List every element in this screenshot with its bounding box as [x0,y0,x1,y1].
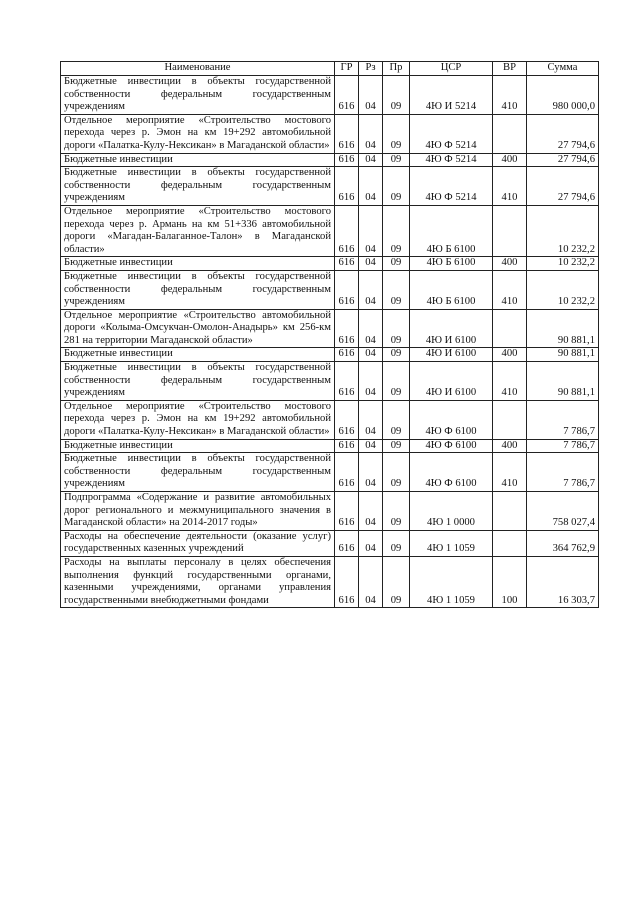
cell-name: Бюджетные инвестиции в объекты государственной собственности федеральным государственным учреждениям [61,76,335,115]
cell-sum: 27 794,6 [527,114,599,153]
cell-csr: 4Ю Б 6100 [410,205,493,256]
cell-csr: 4Ю Ф 6100 [410,453,493,492]
table-row [61,114,599,153]
cell-vr [493,400,527,439]
cell-name: Расходы на выплаты персоналу в целях обеспечения выполнения функций государственными органами, казенными учреждениями, органами управления государственными внебюджетными фондами [61,556,335,607]
cell-pr: 09 [383,530,410,556]
cell-rz: 04 [359,153,383,167]
budget-document [60,61,598,608]
table-row [61,167,599,206]
cell-name: Бюджетные инвестиции в объекты государственной собственности федеральным государственным учреждениям [61,362,335,401]
table-row [61,257,599,271]
cell-vr: 400 [493,348,527,362]
cell-vr: 410 [493,76,527,115]
table-row [61,348,599,362]
cell-vr: 400 [493,439,527,453]
cell-vr: 410 [493,453,527,492]
cell-gr: 616 [335,453,359,492]
table-row [61,270,599,309]
cell-sum: 758 027,4 [527,492,599,531]
cell-vr: 400 [493,153,527,167]
cell-vr: 410 [493,167,527,206]
cell-vr [493,309,527,348]
cell-rz: 04 [359,309,383,348]
header-row [61,62,599,76]
cell-sum: 10 232,2 [527,270,599,309]
table-row [61,439,599,453]
cell-sum: 27 794,6 [527,153,599,167]
cell-vr: 410 [493,362,527,401]
cell-sum: 7 786,7 [527,439,599,453]
cell-name: Бюджетные инвестиции в объекты государственной собственности федеральным государственным учреждениям [61,167,335,206]
cell-pr: 09 [383,309,410,348]
cell-name: Бюджетные инвестиции в объекты государственной собственности федеральным государственным учреждениям [61,453,335,492]
cell-name: Отдельное мероприятие «Строительство мостового перехода через р. Эмон на км 19+292 автомобильной дороги «Палатка-Кулу-Нексикан» в Магаданской области» [61,114,335,153]
cell-gr: 616 [335,348,359,362]
header-rz: Рз [359,62,383,76]
cell-gr: 616 [335,530,359,556]
cell-rz: 04 [359,556,383,607]
table-body [61,76,599,608]
cell-gr: 616 [335,362,359,401]
cell-pr: 09 [383,439,410,453]
cell-rz: 04 [359,362,383,401]
cell-pr: 09 [383,400,410,439]
cell-vr [493,530,527,556]
cell-gr: 616 [335,556,359,607]
cell-sum: 10 232,2 [527,257,599,271]
cell-vr [493,205,527,256]
cell-sum: 16 303,7 [527,556,599,607]
cell-sum: 10 232,2 [527,205,599,256]
table-row [61,453,599,492]
cell-gr: 616 [335,167,359,206]
cell-sum: 90 881,1 [527,309,599,348]
cell-pr: 09 [383,205,410,256]
cell-gr: 616 [335,114,359,153]
cell-rz: 04 [359,257,383,271]
cell-sum: 980 000,0 [527,76,599,115]
cell-csr: 4Ю Ф 5214 [410,167,493,206]
cell-csr: 4Ю Б 6100 [410,270,493,309]
cell-pr: 09 [383,556,410,607]
table-row [61,76,599,115]
cell-vr [493,114,527,153]
cell-sum: 7 786,7 [527,400,599,439]
cell-sum: 27 794,6 [527,167,599,206]
cell-gr: 616 [335,153,359,167]
cell-rz: 04 [359,76,383,115]
cell-gr: 616 [335,270,359,309]
table-row [61,400,599,439]
cell-gr: 616 [335,400,359,439]
table-row [61,556,599,607]
table-row [61,153,599,167]
cell-gr: 616 [335,76,359,115]
cell-name: Бюджетные инвестиции [61,153,335,167]
cell-sum: 7 786,7 [527,453,599,492]
cell-pr: 09 [383,153,410,167]
cell-name: Бюджетные инвестиции [61,439,335,453]
cell-rz: 04 [359,453,383,492]
cell-csr: 4Ю И 5214 [410,76,493,115]
cell-pr: 09 [383,167,410,206]
cell-pr: 09 [383,362,410,401]
header-vr: ВР [493,62,527,76]
cell-csr: 4Ю Ф 6100 [410,439,493,453]
cell-csr: 4Ю И 6100 [410,348,493,362]
cell-pr: 09 [383,492,410,531]
cell-csr: 4Ю И 6100 [410,309,493,348]
cell-gr: 616 [335,439,359,453]
header-sum: Сумма [527,62,599,76]
cell-name: Подпрограмма «Содержание и развитие автомобильных дорог регионального и межмуниципального значения в Магаданской области» на 2014-2017 годы» [61,492,335,531]
cell-vr: 400 [493,257,527,271]
cell-rz: 04 [359,270,383,309]
cell-vr [493,492,527,531]
table-row [61,205,599,256]
cell-rz: 04 [359,167,383,206]
header-pr: Пр [383,62,410,76]
cell-pr: 09 [383,257,410,271]
cell-gr: 616 [335,309,359,348]
cell-name: Бюджетные инвестиции [61,348,335,362]
cell-sum: 364 762,9 [527,530,599,556]
table-row [61,362,599,401]
cell-csr: 4Ю 1 1059 [410,556,493,607]
table-row [61,530,599,556]
cell-rz: 04 [359,205,383,256]
cell-rz: 04 [359,114,383,153]
cell-csr: 4Ю 1 1059 [410,530,493,556]
cell-name: Отдельное мероприятие «Строительство мостового перехода через р. Эмон на км 19+292 автомобильной дороги «Палатка-Кулу-Нексикан» в Магаданской области» [61,400,335,439]
cell-csr: 4Ю 1 0000 [410,492,493,531]
cell-pr: 09 [383,76,410,115]
cell-name: Расходы на обеспечение деятельности (оказание услуг) государственных казенных учреждений [61,530,335,556]
cell-rz: 04 [359,530,383,556]
cell-pr: 09 [383,114,410,153]
cell-csr: 4Ю Ф 5214 [410,153,493,167]
cell-name: Бюджетные инвестиции в объекты государственной собственности федеральным государственным учреждениям [61,270,335,309]
cell-sum: 90 881,1 [527,348,599,362]
header-csr: ЦСР [410,62,493,76]
cell-csr: 4Ю Ф 5214 [410,114,493,153]
cell-csr: 4Ю Б 6100 [410,257,493,271]
cell-pr: 09 [383,270,410,309]
cell-sum: 90 881,1 [527,362,599,401]
cell-name: Бюджетные инвестиции [61,257,335,271]
cell-name: Отдельное мероприятие «Строительство автомобильной дороги «Колыма-Омсукчан-Омолон-Анадырь» км 256-км 281 на территории Магаданской области» [61,309,335,348]
cell-pr: 09 [383,348,410,362]
cell-vr: 100 [493,556,527,607]
cell-pr: 09 [383,453,410,492]
table-row [61,309,599,348]
cell-rz: 04 [359,348,383,362]
header-name: Наименование [61,62,335,76]
cell-vr: 410 [493,270,527,309]
cell-csr: 4Ю Ф 6100 [410,400,493,439]
cell-rz: 04 [359,400,383,439]
cell-rz: 04 [359,492,383,531]
cell-csr: 4Ю И 6100 [410,362,493,401]
header-gr: ГР [335,62,359,76]
budget-table [60,61,599,608]
cell-rz: 04 [359,439,383,453]
table-row [61,492,599,531]
cell-gr: 616 [335,205,359,256]
cell-name: Отдельное мероприятие «Строительство мостового перехода через р. Армань на км 51+336 автомобильной дороги «Магадан-Балаганное-Талон» в Магаданской области» [61,205,335,256]
cell-gr: 616 [335,492,359,531]
cell-gr: 616 [335,257,359,271]
